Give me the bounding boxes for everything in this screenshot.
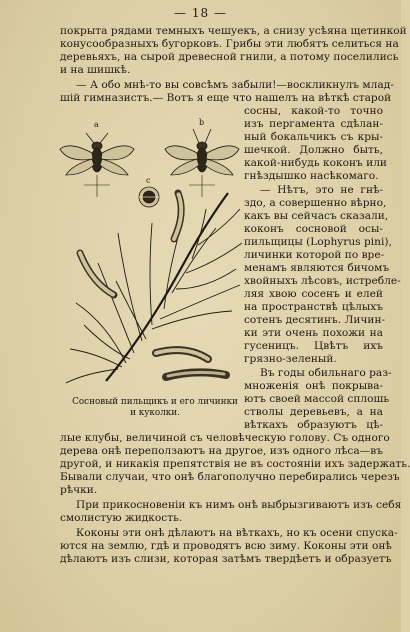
text-line: хвойныхъ лѣсовъ, истребле- (244, 275, 401, 287)
text-line: смолистую жидкость. (60, 512, 183, 524)
text-line: — А обо мнѣ-то вы совсѣмъ забыли!—воскликнулъ млад- (76, 79, 394, 91)
text-line: множенія онѣ покрыва- (244, 380, 383, 392)
text-line: дерева онѣ переползаютъ на другое, изъ одного лѣса—въ (60, 445, 383, 457)
text-line: Коконы эти онѣ дѣлаютъ на вѣткахъ, но къ осени спуска- (76, 527, 398, 539)
text-line: рѣчки. (60, 484, 98, 496)
text-line: грязно-зеленый. (244, 353, 337, 365)
text-line: дѣлаютъ изъ слизи, которая затѣмъ твердѣетъ и образуетъ (60, 553, 392, 565)
figure-letter-a: a (94, 120, 99, 129)
text-line: на пространствѣ цѣлыхъ (244, 301, 383, 313)
text-line: При прикосновеніи къ нимъ онѣ выбрызгиваютъ изъ себя (76, 499, 402, 511)
text-line: Бывали случаи, что онѣ благополучно перебирались черезъ (60, 471, 400, 483)
figure-letter-b: b (199, 118, 205, 127)
text-line: Въ годы обильнаго раз- (260, 367, 392, 379)
text-line: конусообразныхъ бугорковъ. Грибы эти любятъ селиться на (60, 38, 399, 50)
sawfly-adult-left-icon (60, 133, 134, 197)
text-line: ляя хвою сосенъ и елей (244, 288, 383, 300)
text-line: шій гимназистъ.— Вотъ я еще что нашелъ на вѣткѣ старой (60, 92, 392, 104)
figure-letter-c: c (146, 176, 151, 185)
text-line: гусеницъ. Цвѣтъ ихъ (244, 340, 383, 352)
text-line: какъ вы сейчасъ сказали, (244, 210, 389, 222)
text-line: и на шишкѣ. (60, 64, 131, 76)
text-line: лые клубы, величиной съ человѣческую голову. Съ одного (60, 432, 390, 444)
text-line: здо, а совершенно вѣрно, (244, 197, 387, 209)
text-line: сосны, какой-то точно (244, 105, 383, 117)
text-line: коконъ сосновой осы- (244, 223, 383, 235)
text-line: гнѣздышко насѣкомаго. (244, 170, 379, 182)
text-line: сотенъ десятинъ. Личин- (244, 314, 386, 326)
sawfly-illustration (56, 113, 246, 395)
text-line: другой, и никакія препятствія не въ состояніи ихъ задержать. (60, 458, 410, 470)
sawfly-adult-right-icon (165, 129, 239, 197)
larva-icon (156, 350, 208, 359)
text-line: ный бокальчикъ съ кры- (244, 131, 383, 143)
text-line: ки эти очень похожи на (244, 327, 383, 339)
text-line: менамъ являются бичомъ (244, 262, 390, 274)
page-number: — 18 — (174, 6, 227, 20)
text-line: покрыта рядами темныхъ чешуекъ, а снизу усѣяна щетинкой (60, 25, 407, 37)
text-line: деревьяхъ, на сырой древесной гнили, а потому поселились (60, 51, 399, 63)
pupa-icon (166, 372, 226, 377)
figure-caption: Сосновый пильщикъ и его личинки и куколки. (72, 397, 238, 418)
text-line: изъ пергамента сдѣлан- (244, 118, 383, 130)
text-line: — Нѣтъ, это не гнѣ- (260, 184, 383, 196)
larva-icon (174, 193, 181, 239)
text-line: вѣткахъ образуютъ цѣ- (244, 419, 383, 431)
text-line: шечкой. Должно быть, (244, 144, 383, 156)
text-line: личинки которой по вре- (244, 249, 385, 261)
text-line: какой-нибудь коконъ или (244, 157, 387, 169)
cocoon-icon (139, 187, 159, 207)
text-line: пильщицы (Lophyrus pini), (244, 236, 392, 248)
text-line: стволы деревьевъ, а на (244, 406, 383, 418)
text-line: ютъ своей массой сплошь (244, 393, 390, 405)
larva-icon (80, 253, 114, 295)
text-line: ются на землю, гдѣ и проводятъ всю зиму. Коконы эти онѣ (60, 540, 392, 552)
